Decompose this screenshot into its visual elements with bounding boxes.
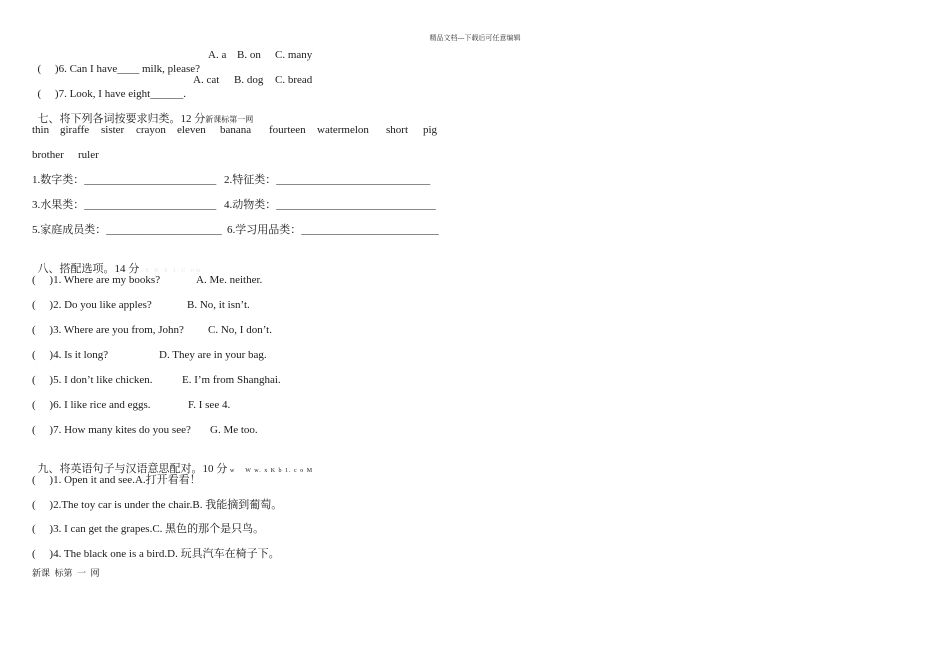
word: ruler (78, 149, 99, 161)
match-row (32, 273, 263, 287)
match-answer: D. They are in your bag. (159, 349, 267, 361)
match-question: ( )1. Where are my books? (32, 274, 161, 286)
category-stationery: 6.学习用品类：_________________________ (227, 224, 439, 236)
match-answer: F. I see 4. (188, 399, 231, 411)
option-c: C. many (275, 49, 313, 61)
question-line (32, 48, 313, 76)
word: pig (423, 124, 438, 136)
category-features: 2.特征类：____________________________ (224, 174, 431, 186)
match-question: ( )7. How many kites do you see? (32, 424, 191, 436)
match-row (32, 298, 250, 312)
match-answer: A. Me. neither. (196, 274, 263, 286)
section-title-text: 九、将英语句子与汉语意思配对。10 分 (37, 463, 228, 475)
word: brother (32, 149, 64, 161)
match-row (32, 373, 281, 387)
match-answer: E. I’m from Shanghai. (182, 374, 281, 386)
match-question: ( )2. Do you like apples? (32, 299, 152, 311)
question-line (32, 73, 313, 101)
page-footer: 新课 标第 一 网 (32, 568, 100, 578)
word: sister (101, 124, 125, 136)
category-fruits: 3.水果类：________________________ (32, 199, 217, 211)
word: short (386, 124, 408, 136)
match-question: ( )6. I like rice and eggs. (32, 399, 151, 411)
match-row (32, 423, 258, 437)
match-answer: B. No, it isn’t. (187, 299, 250, 311)
word: crayon (136, 124, 166, 136)
pair-row: ( )3. I can get the grapes.C. 黑色的那个是只鸟。 (32, 523, 265, 535)
category-family: 5.家庭成员类：_____________________ (32, 224, 222, 236)
match-question: ( )3. Where are you from, John? (32, 324, 184, 336)
option-c: C. bread (275, 74, 313, 86)
option-b: B. on (237, 49, 261, 61)
word: eleven (177, 124, 206, 136)
category-numbers: 1.数字类：________________________ (32, 174, 217, 186)
word: watermelon (317, 124, 369, 136)
word: banana (220, 124, 252, 136)
option-a: A. cat (193, 74, 220, 86)
word: thin (32, 124, 50, 136)
pair-row: ( )2.The toy car is under the chair.B. 我能摘到葡萄。 (32, 499, 283, 511)
section-title-text: 八、搭配选项。14 分 (37, 263, 140, 275)
word: fourteen (269, 124, 306, 136)
pair-row: ( )4. The black one is a bird.D. 玩具汽车在椅子下。 (32, 548, 280, 560)
category-animals: 4.动物类：_____________________________ (224, 199, 436, 211)
pair-row: ( )1. Open it and see.A.打开看看！ (32, 474, 201, 486)
match-question: ( )4. Is it long? (32, 349, 109, 361)
option-b: B. dog (234, 74, 264, 86)
match-row (32, 323, 272, 337)
match-row (32, 398, 231, 412)
option-a: A. a (208, 49, 227, 61)
section-title-text: 七、将下列各词按要求归类。12 分 (37, 113, 206, 125)
word: giraffe (60, 124, 90, 136)
match-answer: C. No, I don’t. (208, 324, 272, 336)
section-title-note: w W w. x K b 1. c o M (230, 468, 314, 474)
match-row (32, 348, 267, 362)
page-header: 精品文档---下载后可任意编辑 (429, 34, 521, 42)
question-text: ( )7. Look, I have eight______. (37, 88, 186, 100)
match-answer: G. Me too. (210, 424, 258, 436)
section-title-note: 新课标第一网 (205, 115, 254, 124)
question-text: ( )6. Can I have____ milk, please? (37, 63, 201, 75)
match-question: ( )5. I don’t like chicken. (32, 374, 153, 386)
watermark: X K b 1 C om (144, 268, 203, 274)
